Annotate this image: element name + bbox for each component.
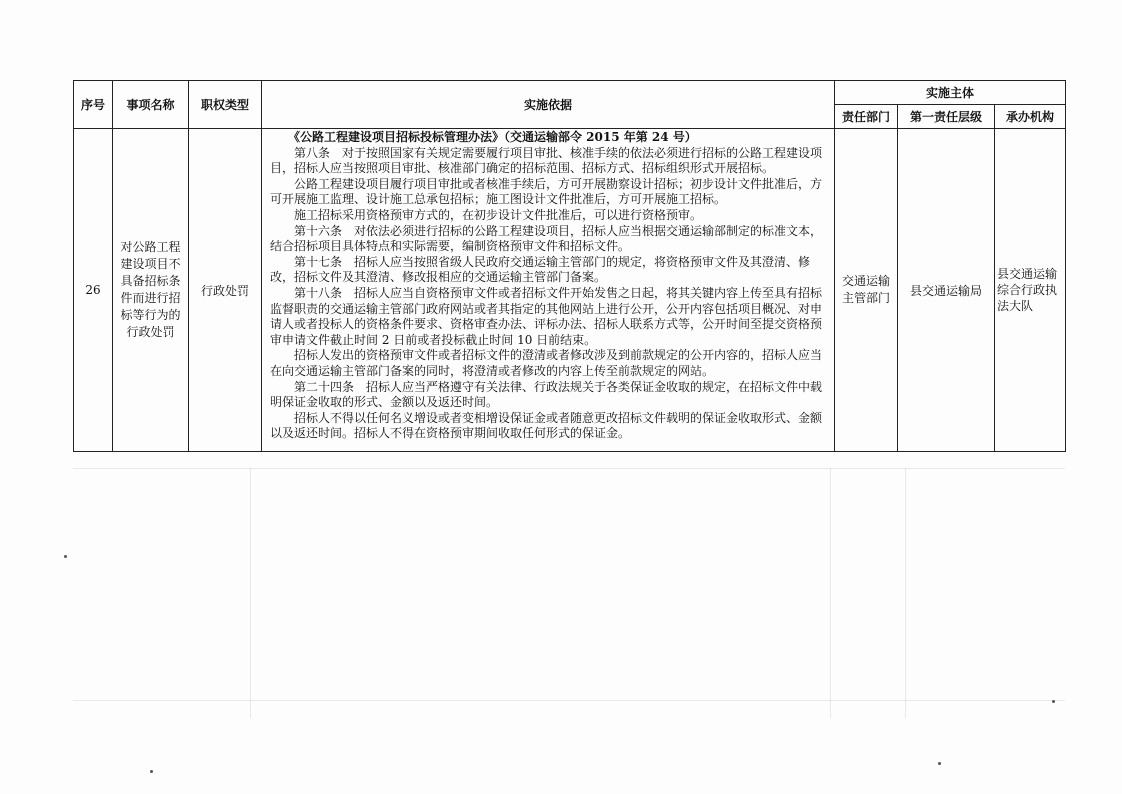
- header-agency: 承办机构: [995, 105, 1066, 129]
- bleed-through-line: [830, 468, 831, 718]
- header-row: [74, 81, 1066, 105]
- bleed-through-line: [73, 700, 1065, 701]
- basis-paragraph: 第十七条 招标人应当按照省级人民政府交通运输主管部门的规定，将资格预审文件及其澄清、修改，招标文件及其澄清、修改报相应的交通运输主管部门备案。: [270, 254, 811, 285]
- basis-paragraph: 第八条 对于按照国家有关规定需要履行项目审批、核准手续的依法必须进行招标的公路工程建设项目，招标人应当按照项目审批、核准部门确定的招标范围、招标方式、招标组织形式开展招标。: [270, 145, 823, 176]
- bleed-through-line: [250, 468, 251, 718]
- header-first-level: 第一责任层级: [898, 105, 995, 129]
- header-basis: 实施依据: [262, 81, 835, 129]
- basis-paragraph: 第十八条 招标人应当自资格预审文件或者招标文件开始发售之日起，将其关键内容上传至具有招标监督职责的交通运输主管部门政府网站或者其指定的其他网站上进行公开，公开内容包括项目概况、对申请人或者投标人的资格条件要求、资格审查办法、评标办法、招标人联系方式等，公开时间至提交资格预审申请文件截止时间 2 日前或者投标截止时间 10 日前结束。: [270, 285, 823, 347]
- row-power-type: 行政处罚: [189, 129, 262, 452]
- basis-paragraph: 招标人不得以任何名义增设或者变相增设保证金或者随意更改招标文件载明的保证金收取形式、金额以及返还时间。招标人不得在资格预审期间收取任何形式的保证金。: [270, 410, 823, 441]
- row-agency: 县交通运输综合行政执法大队: [995, 129, 1066, 452]
- scan-speck: [150, 770, 153, 773]
- power-list-table: [73, 80, 1066, 452]
- bleed-through-line: [905, 468, 906, 718]
- row-first-level: 县交通运输局: [898, 129, 995, 452]
- header-dept: 责任部门: [835, 105, 898, 129]
- basis-paragraph: 第二十四条 招标人应当严格遵守有关法律、行政法规关于各类保证金收取的规定，在招标文件中载明保证金收取的形式、金额以及返还时间。: [270, 379, 823, 410]
- bleed-through-line: [73, 468, 1065, 469]
- header-item-name: 事项名称: [113, 81, 189, 129]
- basis-paragraph: 公路工程建设项目履行项目审批或者核准手续后，方可开展勘察设计招标；初步设计文件批准后，方可开展施工监理、设计施工总承包招标；施工图设计文件批准后，方可开展施工招标。: [270, 176, 823, 207]
- scan-speck: [64, 555, 67, 558]
- scan-speck: [1052, 700, 1055, 703]
- row-basis: [262, 129, 835, 452]
- basis-title: 《公路工程建设项目招标投标管理办法》（交通运输部令 2015 年第 24 号）: [288, 130, 697, 144]
- header-seq: 序号: [74, 81, 113, 129]
- header-subject: 实施主体: [835, 81, 1066, 105]
- header-power-type: 职权类型: [189, 81, 262, 129]
- row-dept: 交通运输主管部门: [835, 129, 898, 452]
- scan-speck: [938, 762, 941, 765]
- basis-paragraph: 招标人发出的资格预审文件或者招标文件的澄清或者修改涉及到前款规定的公开内容的，招标人应当在向交通运输主管部门备案的同时，将澄清或者修改的内容上传至前款规定的网站。: [270, 348, 823, 378]
- row-seq: 26: [74, 129, 113, 452]
- basis-paragraph: 施工招标采用资格预审方式的，在初步设计文件批准后，可以进行资格预审。: [294, 207, 703, 222]
- basis-paragraph: 第十六条 对依法必须进行招标的公路工程建设项目，招标人应当根据交通运输部制定的标准文本，结合招标项目具体特点和实际需要，编制资格预审文件和招标文件。: [270, 223, 823, 254]
- row-item-name: 对公路工程建设项目不具备招标条件而进行招标等行为的行政处罚: [113, 129, 189, 452]
- table-row: [74, 129, 1066, 452]
